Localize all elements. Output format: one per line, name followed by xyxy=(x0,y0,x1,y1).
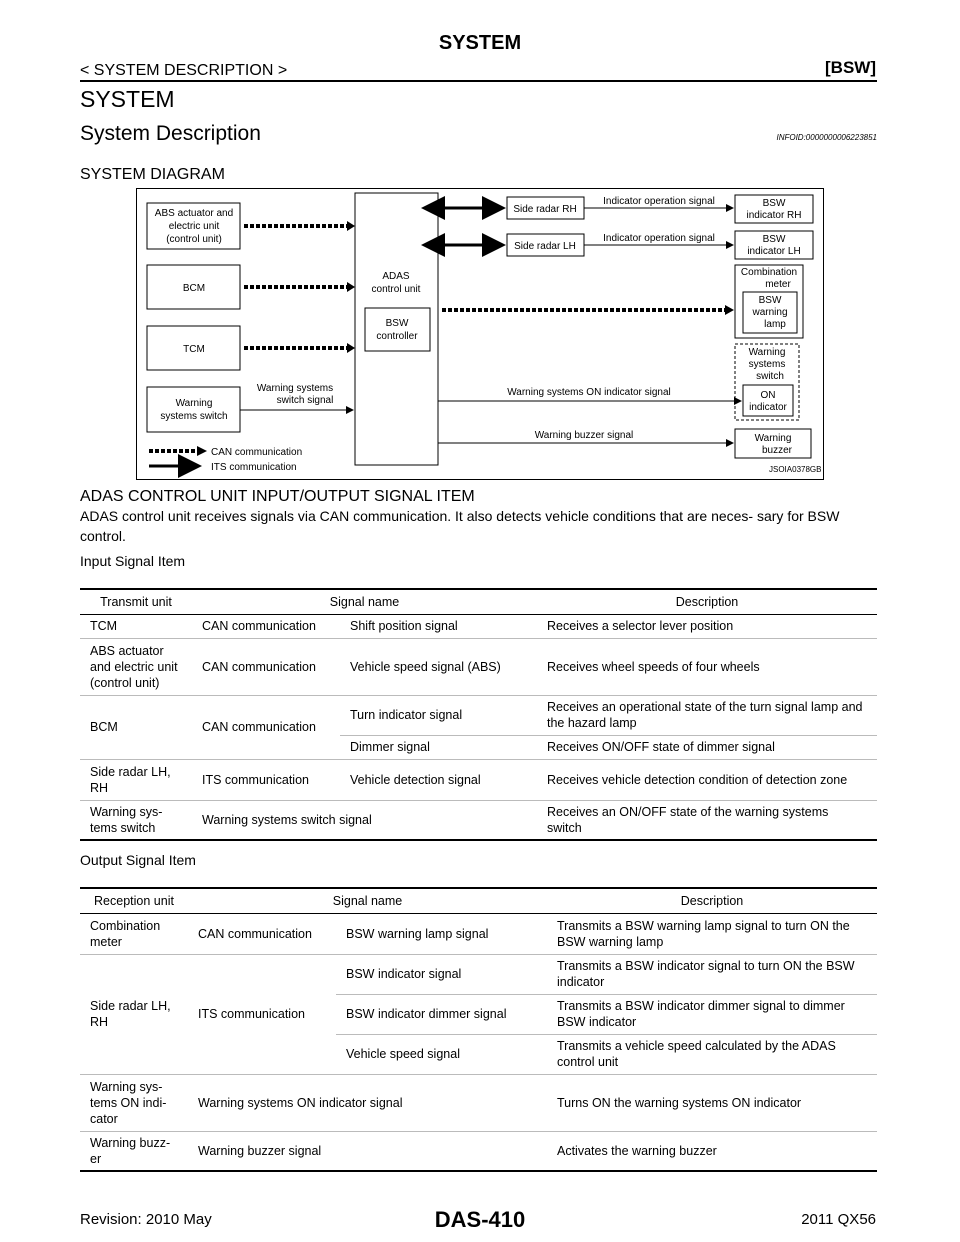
ind-op-signal-lh: Indicator operation signal xyxy=(603,233,715,244)
wss-label-1: Warning xyxy=(748,347,786,358)
table-row: Vehicle speed signal Transmits a vehicle speed calculated by the ADAS control unit xyxy=(80,1034,877,1074)
bsw-ind-rh-label-2: indicator RH xyxy=(746,210,802,221)
heading-output-signal-item: Output Signal Item xyxy=(80,852,196,868)
radar-lh-label: Side radar LH xyxy=(514,241,576,252)
comb-label-1: Combination xyxy=(740,267,798,278)
ws-signal-label-1: Warning systems xyxy=(256,383,334,394)
col-header: Description xyxy=(547,888,877,913)
buzzer-label-1: Warning xyxy=(754,433,792,444)
bcm-label: BCM xyxy=(182,283,206,294)
side-radar-lh-box xyxy=(507,234,584,256)
comb-label-2: meter xyxy=(765,279,791,290)
legend-its: ITS communication xyxy=(211,462,297,473)
ind-op-signal-rh: Indicator operation signal xyxy=(603,196,715,207)
col-header: Reception unit xyxy=(80,888,188,913)
system-tag: [BSW] xyxy=(825,58,876,77)
heading-input-signal-item: Input Signal Item xyxy=(80,553,186,569)
buzzer-signal-label: Warning buzzer signal xyxy=(534,430,634,441)
abs-unit-box xyxy=(147,203,240,249)
footer-model: 2011 QX56 xyxy=(801,1211,876,1228)
table-row: Side radar LH, RH ITS communication BSW indicator signal Transmits a BSW indicator signal to turn ON the BSW indicator xyxy=(80,954,877,994)
ws-signal-label-2: switch signal xyxy=(276,395,334,406)
legend-can: CAN communication xyxy=(211,447,303,458)
output-signal-table xyxy=(80,887,877,1172)
section-breadcrumb: < SYSTEM DESCRIPTION > xyxy=(80,62,288,79)
bsw-controller-label-1: BSW xyxy=(385,318,409,329)
table-row: Warning sys- tems ON indi- cator Warning systems ON indicator signal Turns ON the warning systems ON indicator xyxy=(80,1074,877,1131)
info-id: INFOID:0000000006223851 xyxy=(776,133,877,142)
abs-label-2: electric unit xyxy=(168,221,220,232)
bsw-lamp-label-2: warning xyxy=(752,307,788,318)
abs-label-1: ABS actuator and xyxy=(154,208,234,219)
table-row: BSW indicator dimmer signal Transmits a BSW indicator dimmer signal to dimmer BSW indicator xyxy=(80,994,877,1034)
table-row: ABS actuator and electric unit (control unit) CAN communication Vehicle speed signal (ABS) Receives wheel speeds of four wheels xyxy=(80,638,877,695)
tcm-box xyxy=(147,326,240,370)
system-diagram xyxy=(136,188,824,480)
table-row: Warning sys- tems switch Warning systems switch signal Receives an ON/OFF state of the warning systems switch xyxy=(80,800,877,840)
col-header: Signal name xyxy=(188,888,547,913)
bsw-controller-label-2: controller xyxy=(376,331,418,342)
adas-label-2: control unit xyxy=(371,284,421,295)
warning-systems-switch-right-box xyxy=(735,344,799,420)
adas-label-1: ADAS xyxy=(382,271,410,282)
heading-system-description: System Description xyxy=(80,122,261,145)
adas-control-unit-box xyxy=(355,193,438,465)
warning-systems-switch-box xyxy=(147,387,240,432)
intro-paragraph: ADAS control unit receives signals via CAN communication. It also detects vehicle conditions that are neces- sary for BSW control. xyxy=(80,508,840,544)
side-radar-rh-box xyxy=(507,197,584,219)
radar-rh-label: Side radar RH xyxy=(513,204,577,215)
on-indicator-label-1: ON xyxy=(760,390,776,401)
warning-buzzer-box xyxy=(735,429,811,458)
table-row: Warning buzz- er Warning buzzer signal Activates the warning buzzer xyxy=(80,1131,877,1171)
wss-label-2: systems xyxy=(748,359,786,370)
combination-meter-box xyxy=(735,265,803,338)
wss-label-3: switch xyxy=(756,371,784,382)
table-row: BCM CAN communication Turn indicator signal Receives an operational state of the turn signal lamp and the hazard lamp xyxy=(80,695,877,735)
diagram-legend xyxy=(149,446,302,473)
table-row: Dimmer signal Receives ON/OFF state of dimmer signal xyxy=(80,735,877,759)
table-row: Combination meter CAN communication BSW warning lamp signal Transmits a BSW warning lamp signal to turn ON the BSW warning lamp xyxy=(80,913,877,954)
diagram-code: JSOIA0378GB xyxy=(769,465,822,474)
bsw-ind-lh-label-1: BSW xyxy=(762,234,786,245)
col-header: Description xyxy=(537,589,877,614)
input-signal-table xyxy=(80,588,877,841)
bsw-ind-lh-label-2: indicator LH xyxy=(747,246,801,257)
ws-label-1: Warning xyxy=(175,398,213,409)
table-row: TCM CAN communication Shift position signal Receives a selector lever position xyxy=(80,614,877,638)
page-header-title: SYSTEM xyxy=(438,32,522,54)
bsw-indicator-rh-box xyxy=(735,195,813,223)
bsw-lamp-label-3: lamp xyxy=(764,319,786,330)
ws-label-2: systems switch xyxy=(160,411,228,422)
header-rule xyxy=(80,80,877,82)
heading-io-signal-item: ADAS CONTROL UNIT INPUT/OUTPUT SIGNAL ITEM xyxy=(80,488,475,505)
heading-system: SYSTEM xyxy=(80,86,175,112)
bcm-box xyxy=(147,265,240,309)
bsw-indicator-lh-box xyxy=(735,231,813,259)
can-lines-left xyxy=(244,226,347,348)
table-row: Side radar LH, RH ITS communication Vehicle detection signal Receives vehicle detection condition of detection zone xyxy=(80,759,877,800)
abs-label-3: (control unit) xyxy=(166,234,222,245)
on-indicator-label-2: indicator xyxy=(749,402,787,413)
ws-on-signal-label: Warning systems ON indicator signal xyxy=(507,387,671,398)
bsw-lamp-label-1: BSW xyxy=(758,295,782,306)
col-header: Signal name xyxy=(192,589,537,614)
tcm-label: TCM xyxy=(183,344,205,355)
footer-page-code: DAS-410 xyxy=(434,1207,526,1232)
footer-revision: Revision: 2010 May xyxy=(80,1211,212,1228)
col-header: Transmit unit xyxy=(80,589,192,614)
bsw-ind-rh-label-1: BSW xyxy=(762,198,786,209)
buzzer-label-2: buzzer xyxy=(761,445,793,456)
heading-system-diagram: SYSTEM DIAGRAM xyxy=(80,166,225,183)
